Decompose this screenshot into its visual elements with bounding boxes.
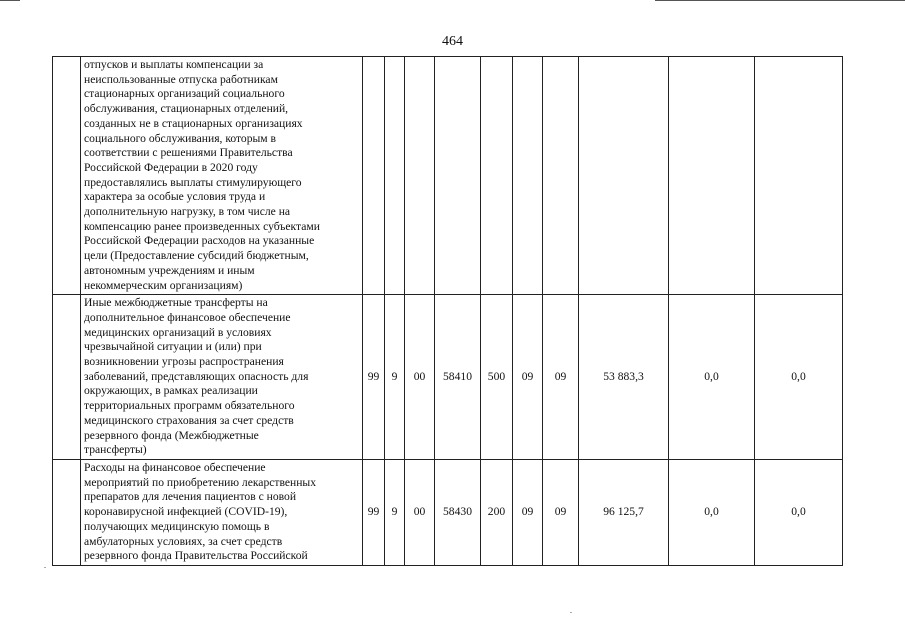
description-line: характера за особые условия труда и	[84, 190, 266, 204]
table-row	[53, 459, 843, 565]
table-body	[53, 57, 843, 566]
direction-cell: 00	[405, 295, 435, 460]
description-line: резервного фонда (Межбюджетные	[84, 428, 259, 442]
description-line: автономным учреждениям и иным	[84, 263, 255, 277]
description-line: стационарных организаций социального	[84, 87, 285, 101]
amount-2020-cell: 53 883,3	[579, 295, 669, 460]
code-cell	[435, 57, 481, 295]
table-row	[53, 295, 843, 460]
description-line: отпусков и выплаты компенсации за	[84, 58, 264, 71]
description-line: медицинских организаций в условиях	[84, 325, 272, 339]
program-cell: 99	[363, 295, 385, 460]
description-line: мероприятий по приобретению лекарственных	[84, 475, 317, 489]
description-line: возникновении угрозы распространения	[84, 355, 284, 369]
program-cell	[363, 57, 385, 295]
description-line: Российской Федерации расходов на указанные	[84, 234, 315, 248]
description-line: соответствии с решениями Правительства	[84, 146, 293, 160]
subprogram-cell	[385, 57, 405, 295]
description-cell	[81, 57, 363, 295]
description-line: получающих медицинскую помощь в	[84, 519, 270, 533]
expense-type-cell: 200	[481, 459, 513, 565]
code-cell: 58410	[435, 295, 481, 460]
program-cell: 99	[363, 459, 385, 565]
description-line: предоставлялись выплаты стимулирующего	[84, 175, 302, 189]
description-line: неиспользованные отпуска работникам	[84, 72, 278, 86]
description-line: дополнительное финансовое обеспечение	[84, 310, 291, 324]
description-line: Российской Федерации в 2020 году	[84, 160, 258, 174]
amount-2022-cell: 0,0	[755, 459, 843, 565]
description-line: созданных не в стационарных организациях	[84, 116, 303, 130]
budget-table	[52, 56, 843, 566]
expense-type-cell	[481, 57, 513, 295]
amount-2021-cell	[669, 57, 755, 295]
section-cell	[513, 57, 543, 295]
amount-2021-cell: 0,0	[669, 459, 755, 565]
description-cell	[81, 295, 363, 460]
subprogram-cell: 9	[385, 459, 405, 565]
page-number: 464	[442, 34, 463, 49]
amount-2021-cell: 0,0	[669, 295, 755, 460]
subsection-cell: 09	[543, 295, 579, 460]
amount-2020-cell: 96 125,7	[579, 459, 669, 565]
amount-2020-cell	[579, 57, 669, 295]
scan-speck	[44, 567, 46, 568]
description-line: коронавирусной инфекцией (COVID-19),	[84, 505, 288, 519]
subsection-cell	[543, 57, 579, 295]
amount-2022-cell	[755, 57, 843, 295]
table-row	[53, 57, 843, 295]
section-cell: 09	[513, 295, 543, 460]
description-line: заболеваний, представляющих опасность для	[84, 369, 309, 383]
code-cell: 58430	[435, 459, 481, 565]
description-line: трансферты)	[84, 443, 147, 457]
row-number-cell	[53, 295, 81, 460]
direction-cell: 00	[405, 459, 435, 565]
description-line: обслуживания, стационарных отделений,	[84, 102, 289, 116]
direction-cell	[405, 57, 435, 295]
description-line: Расходы на финансовое обеспечение	[84, 460, 266, 474]
subprogram-cell: 9	[385, 295, 405, 460]
description-line: окружающих, в рамках реализации	[84, 384, 258, 398]
row-number-cell	[53, 57, 81, 295]
description-line: социального обслуживания, которым в	[84, 131, 277, 145]
description-line: дополнительную нагрузку, в том числе на	[84, 205, 291, 219]
row-number-cell	[53, 459, 81, 565]
expense-type-cell: 500	[481, 295, 513, 460]
scan-edge-line	[0, 0, 20, 1]
amount-2022-cell: 0,0	[755, 295, 843, 460]
description-line: некоммерческим организациям)	[84, 278, 243, 292]
description-line: территориальных программ обязательного	[84, 399, 295, 413]
subsection-cell: 09	[543, 459, 579, 565]
description-line: компенсацию ранее произведенных субъектами	[84, 219, 320, 233]
description-line: медицинского страхования за счет средств	[84, 413, 294, 427]
description-line: резервного фонда Правительства Российской	[84, 549, 308, 563]
description-line: цели (Предоставление субсидий бюджетным,	[84, 249, 309, 263]
description-line: Иные межбюджетные трансферты на	[84, 296, 268, 310]
scan-speck	[570, 612, 572, 613]
description-cell	[81, 459, 363, 565]
description-line: амбулаторных условиях, за счет средств	[84, 534, 283, 548]
description-line: чрезвычайной ситуации и (или) при	[84, 340, 262, 354]
section-cell: 09	[513, 459, 543, 565]
description-line: препаратов для лечения пациентов с новой	[84, 490, 297, 504]
scan-edge-line	[655, 0, 905, 1]
